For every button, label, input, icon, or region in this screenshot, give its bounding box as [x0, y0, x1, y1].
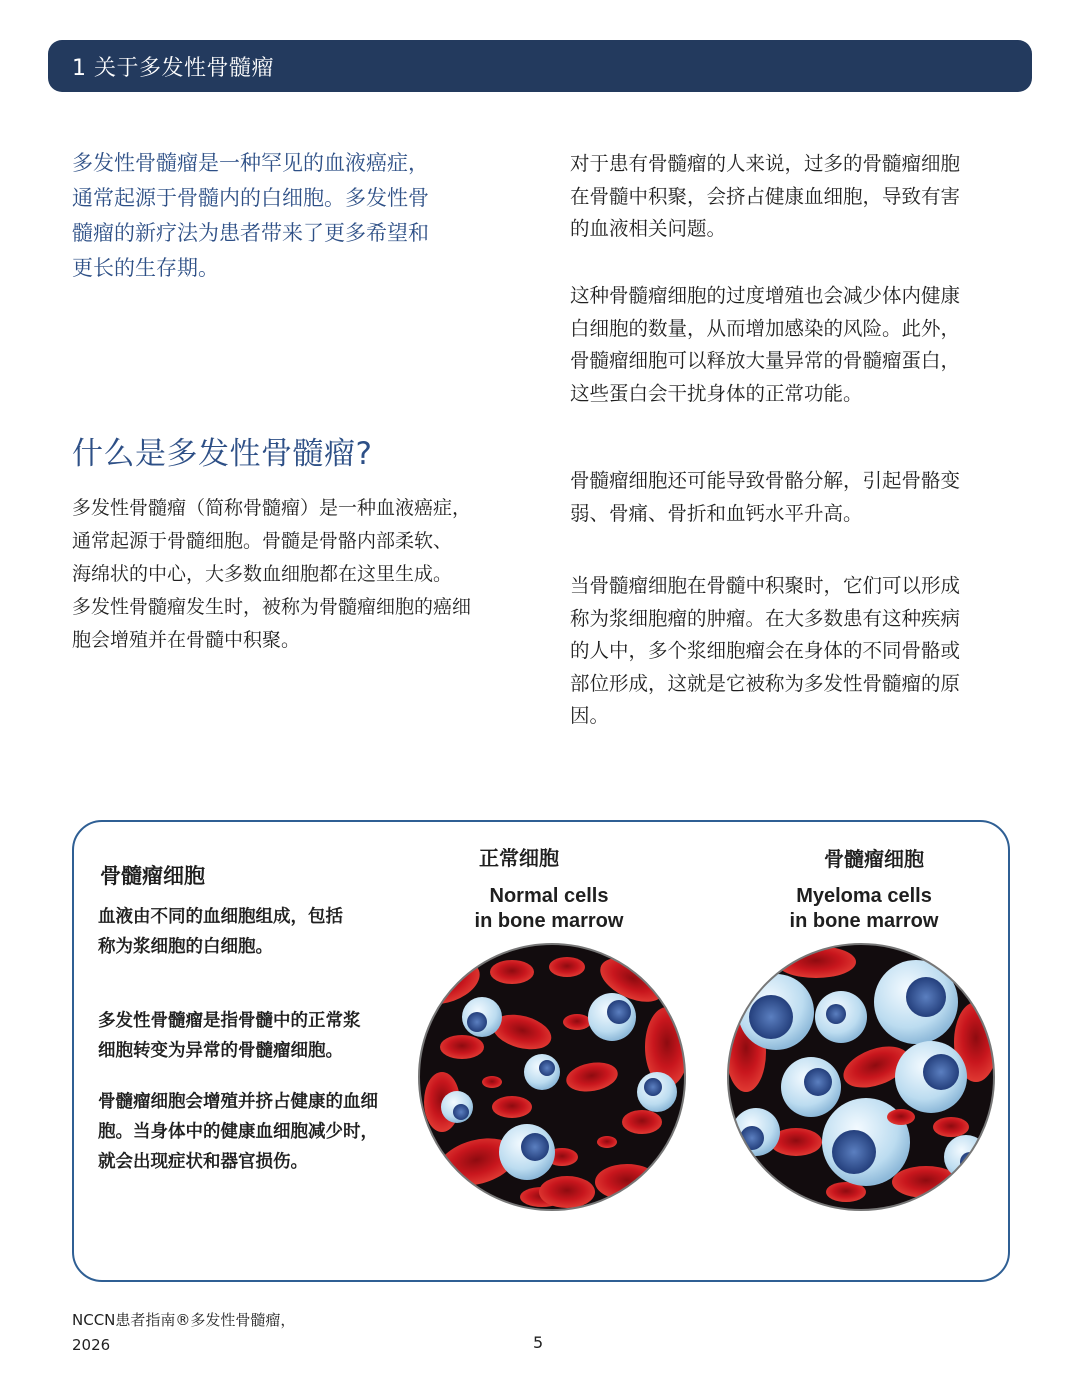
- section-body-paragraph: 多发性骨髓瘤（简称骨髓瘤）是一种血液癌症， 通常起源于骨髓细胞。骨髓是骨骼内部柔软、 海绵状的中心，大多数血细胞都在这里生成。 多发性骨髓瘤发生时，被称为骨髓瘤细胞的癌细 胞会增殖并在骨髓中积聚。: [72, 497, 472, 651]
- figure-title: 骨髓瘤细胞: [100, 864, 205, 888]
- right-paragraph-4: 当骨髓瘤细胞在骨髓中积聚时，它们可以形成 称为浆细胞瘤的肿瘤。在大多数患有这种疾病 的人中，多个浆细胞瘤会在身体的不同骨骼或 部位形成，这就是它被称为多发性骨髓瘤的原 因。: [570, 574, 961, 727]
- figure-text-2: 多发性骨髓瘤是指骨髓中的正常浆 细胞转变为异常的骨髓瘤细胞。: [98, 1011, 361, 1061]
- myeloma-cells-label-cn: 骨髓瘤细胞: [824, 847, 924, 871]
- figure-text-1: 血液由不同的血细胞组成，包括 称为浆细胞的白细胞。: [98, 907, 343, 957]
- right-paragraph-1: 对于患有骨髓瘤的人来说，过多的骨髓瘤细胞 在骨髓中积聚，会挤占健康血细胞，导致有害 的血液相关问题。: [570, 152, 961, 240]
- right-paragraph-2: 这种骨髓瘤细胞的过度增殖也会减少体内健康 白细胞的数量，从而增加感染的风险。此外， 骨髓瘤细胞可以释放大量异常的骨髓瘤蛋白， 这些蛋白会干扰身体的正常功能。: [570, 284, 961, 405]
- normal-cells-label-cn: 正常细胞: [479, 846, 559, 870]
- myeloma-cells-illustration: [726, 942, 996, 1212]
- figure-text-3: 骨髓瘤细胞会增殖并挤占健康的血细 胞。当身体中的健康血细胞减少时， 就会出现症状和器官损伤。: [98, 1092, 378, 1172]
- footer-source: NCCN患者指南®多发性骨髓瘤， 2026: [72, 1311, 296, 1354]
- normal-cells-label-en: Normal cells in bone marrow: [474, 885, 624, 932]
- intro-paragraph: 多发性骨髓瘤是一种罕见的血液癌症， 通常起源于骨髓内的白细胞。多发性骨 髓瘤的新疗法为患者带来了更多希望和 更长的生存期。: [72, 151, 429, 280]
- myeloma-cells-label-en: Myeloma cells in bone marrow: [789, 885, 939, 932]
- page-number: 5: [533, 1333, 544, 1352]
- right-paragraph-3: 骨髓瘤细胞还可能导致骨骼分解，引起骨骼变 弱、骨痛、骨折和血钙水平升高。: [570, 469, 961, 525]
- chapter-title: 1 关于多发性骨髓瘤: [72, 55, 274, 81]
- myeloma-cells-figure: [72, 820, 1010, 1282]
- chapter-header-bar: [48, 40, 1032, 92]
- section-heading: 什么是多发性骨髓瘤?: [72, 436, 373, 472]
- normal-cells-illustration: [417, 942, 687, 1212]
